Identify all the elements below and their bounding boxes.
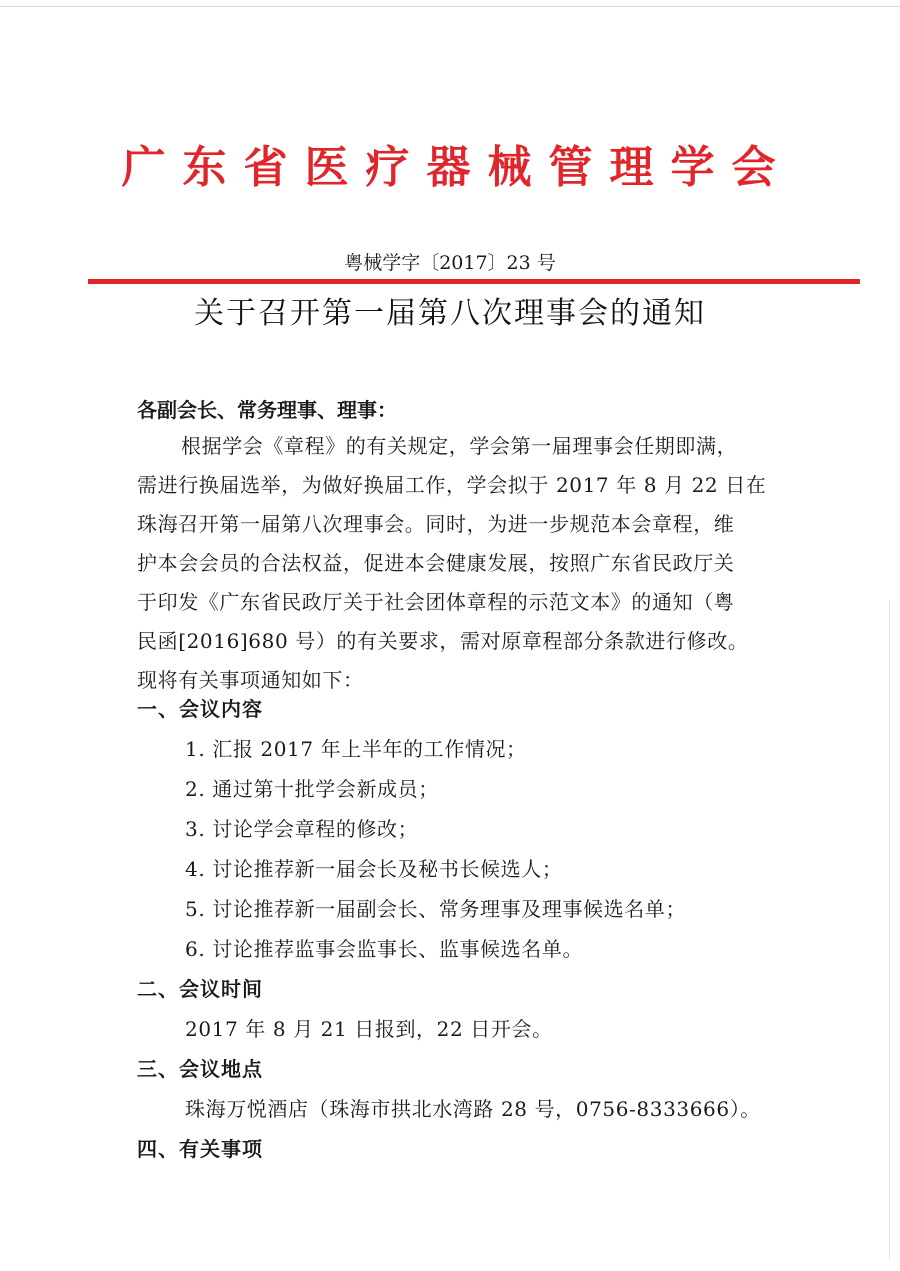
list-item: 3. 讨论学会章程的修改；: [185, 817, 419, 841]
body-line: 民函[2016]680 号）的有关要求，需对原章程部分条款进行修改。: [137, 629, 749, 653]
list-item: 4. 讨论推荐新一届会长及秘书长候选人；: [185, 857, 563, 881]
letterhead-red-rule: [88, 279, 860, 284]
notice-sections: [137, 690, 827, 1170]
body-line: 需进行换届选举，为做好换届工作，学会拟于 2017 年 8 月 22 日在: [137, 473, 767, 497]
list-item: 6. 讨论推荐监事会监事长、监事候选名单。: [185, 937, 584, 961]
body-line: 根据学会《章程》的有关规定，学会第一届理事会任期即满，: [181, 434, 738, 458]
section-heading-time: 二、会议时间: [137, 977, 263, 1001]
scan-edge-right: [889, 600, 890, 1260]
scan-edge-top: [0, 6, 900, 7]
body-paragraph: [137, 427, 827, 700]
section-heading-location: 三、会议地点: [137, 1057, 263, 1081]
list-item: 5. 讨论推荐新一届副会长、常务理事及理事候选名单；: [185, 897, 687, 921]
body-line: 于印发《广东省民政厅关于社会团体章程的示范文本》的通知（粤: [137, 590, 735, 614]
list-item: 1. 汇报 2017 年上半年的工作情况；: [185, 737, 527, 761]
meeting-time-text: 2017 年 8 月 21 日报到，22 日开会。: [185, 1017, 553, 1041]
list-item: 2. 通过第十批学会新成员；: [185, 777, 439, 801]
section-heading-matters: 四、有关事项: [137, 1137, 263, 1161]
document-title: 关于召开第一届第八次理事会的通知: [194, 296, 706, 331]
document-number: 粤械学字〔2017〕23 号: [344, 252, 556, 274]
body-line: 珠海召开第一届第八次理事会。同时，为进一步规范本会章程，维: [137, 512, 735, 536]
meeting-location-text: 珠海万悦酒店（珠海市拱北水湾路 28 号，0756-8333666）。: [185, 1097, 761, 1121]
section-heading-content: 一、会议内容: [137, 697, 263, 721]
body-line: 现将有关事项通知如下：: [137, 668, 364, 692]
letterhead-organization: 广东省医疗器械管理学会: [121, 142, 793, 193]
body-line: 护本会会员的合法权益，促进本会健康发展，按照广东省民政厅关: [137, 551, 735, 575]
salutation: 各副会长、常务理事、理事：: [137, 398, 397, 422]
